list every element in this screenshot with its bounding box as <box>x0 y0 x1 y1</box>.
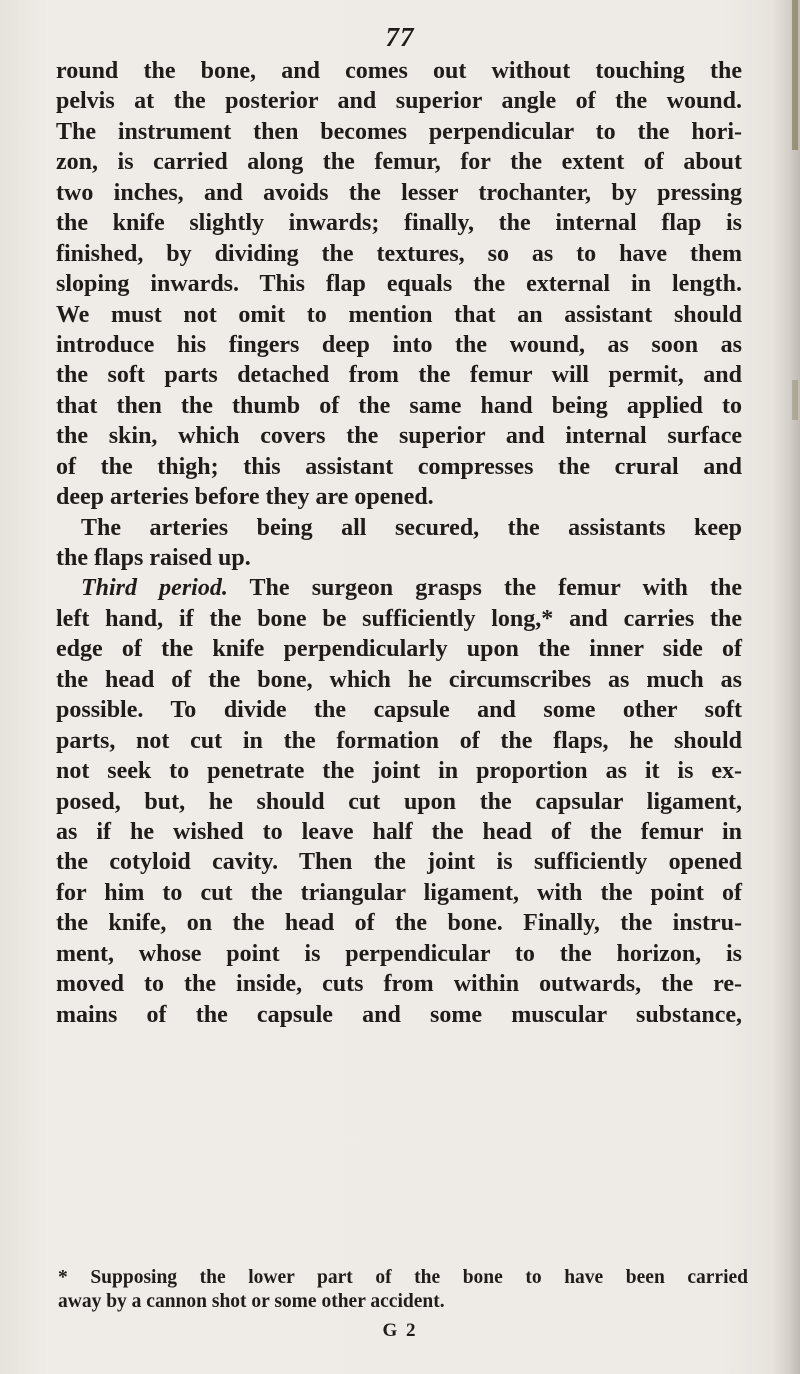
text-line: edge of the knife perpendicularly upon the inner side of <box>56 636 742 663</box>
text-line: for him to cut the triangular ligament, with the point of <box>56 879 742 906</box>
text-line: posed, but, he should cut upon the capsular ligament, <box>56 788 742 815</box>
text-line: possible. To divide the capsule and some other soft <box>56 697 742 724</box>
footnote-line: * Supposing the lower part of the bone to have been carried <box>58 1267 748 1288</box>
text-line: finished, by dividing the textures, so as to have them <box>56 240 742 267</box>
page-number: 77 <box>385 22 415 52</box>
text-line: deep arteries before they are opened. <box>56 484 434 511</box>
text-line: The instrument then becomes perpendicular to the hori- <box>56 118 742 145</box>
text-line: The arteries being all secured, the assistants keep <box>81 514 742 541</box>
text-line: We must not omit to mention that an assistant should <box>56 301 742 328</box>
text-line: the soft parts detached from the femur will permit, and <box>56 362 742 389</box>
italic-lead: Third period. <box>81 575 228 602</box>
text-line: of the thigh; this assistant compresses the crural and <box>56 453 742 480</box>
text-line: as if he wished to leave half the head of the femur in <box>56 818 742 845</box>
text-line-rest: The surgeon grasps the femur with the <box>249 575 742 602</box>
text-line: the flaps raised up. <box>56 545 251 571</box>
text-line: round the bone, and comes out without touching the <box>56 58 742 84</box>
text-line: moved to the inside, cuts from within outwards, the re- <box>56 971 742 998</box>
text-line: sloping inwards. This flap equals the external in length. <box>56 271 742 298</box>
binding-edge-mark <box>792 380 798 420</box>
text-line: mains of the capsule and some muscular substance, <box>56 1001 742 1028</box>
signature-mark: G 2 <box>382 1320 418 1341</box>
text-line: two inches, and avoids the lesser trochanter, by pressing <box>56 179 742 206</box>
text-line: not seek to penetrate the joint in proportion as it is ex- <box>56 758 742 785</box>
text-line: the head of the bone, which he circumscribes as much as <box>56 666 742 693</box>
footnote <box>58 1266 748 1314</box>
text-line: left hand, if the bone be sufficiently long,* and carries the <box>56 605 742 632</box>
text-line: ment, whose point is perpendicular to the horizon, is <box>56 940 742 967</box>
text-line: pelvis at the posterior and superior angle of the wound. <box>56 88 742 115</box>
text-line: the knife slightly inwards; finally, the internal flap is <box>56 210 742 237</box>
text-line: introduce his fingers deep into the wound, as soon as <box>56 331 742 358</box>
text-line: zon, is carried along the femur, for the extent of about <box>56 149 742 176</box>
text-line: the cotyloid cavity. Then the joint is sufficiently opened <box>56 849 742 876</box>
text-line: parts, not cut in the formation of the flaps, he should <box>56 727 742 754</box>
footnote-line: away by a cannon shot or some other accident. <box>58 1291 445 1312</box>
text-line <box>56 573 742 603</box>
text-line: that then the thumb of the same hand being applied to <box>56 392 742 419</box>
page-edge-shadow <box>772 0 800 1374</box>
body-text <box>56 56 742 1030</box>
text-line: the skin, which covers the superior and internal surface <box>56 423 742 450</box>
text-line: the knife, on the head of the bone. Finally, the instru- <box>56 910 742 937</box>
